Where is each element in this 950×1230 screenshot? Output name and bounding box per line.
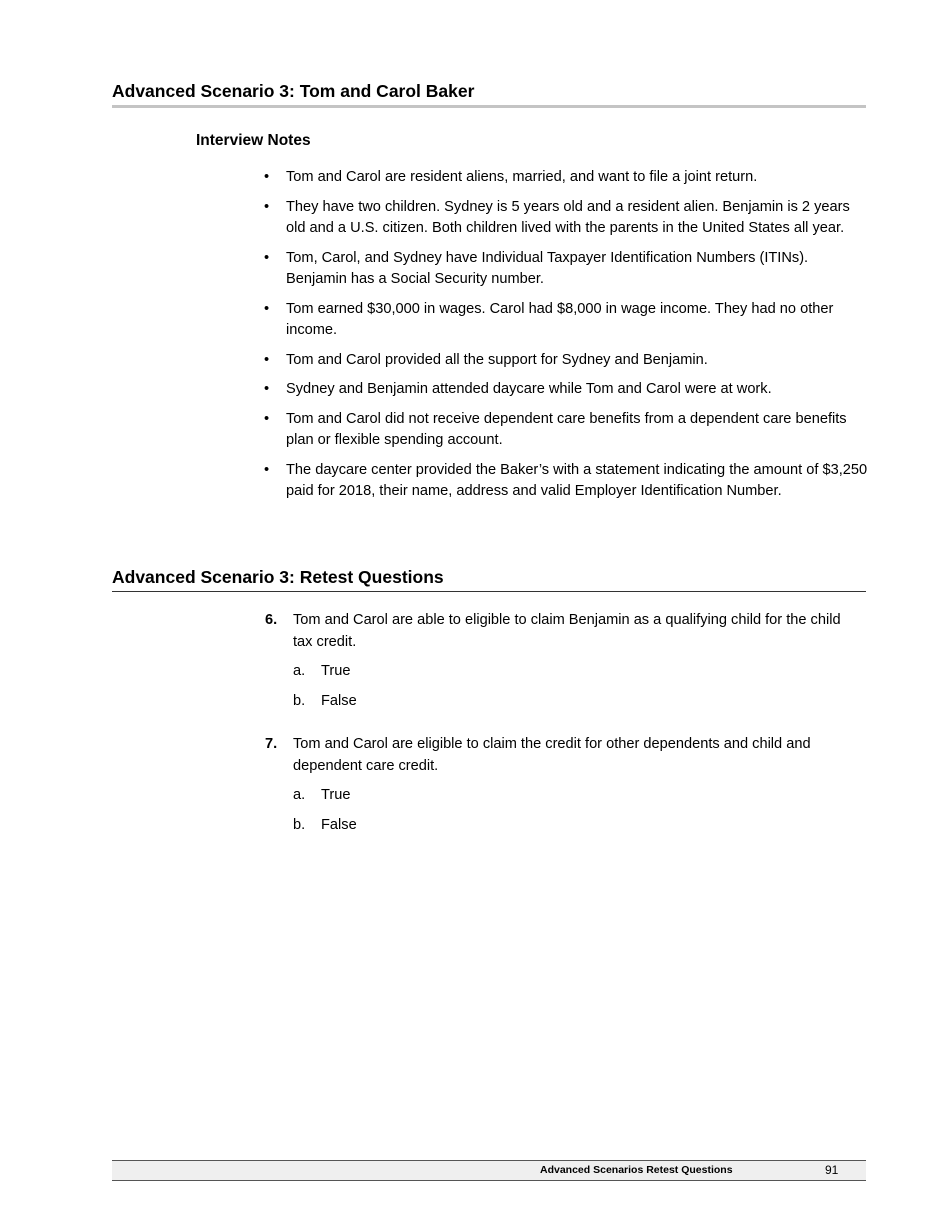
answer-option-false[interactable] <box>265 691 855 713</box>
option-letter: a. <box>293 663 306 679</box>
bullet-icon: • <box>264 410 270 427</box>
option-text: False <box>321 816 357 833</box>
note-text: Sydney and Benjamin attended daycare while Tom and Carol were at work. <box>286 381 772 397</box>
note-item <box>262 197 868 240</box>
bullet-icon: • <box>264 461 270 478</box>
option-letter: a. <box>293 787 306 803</box>
page-number: 91 <box>825 1163 839 1177</box>
retest-heading: Advanced Scenario 3: Retest Questions <box>112 567 866 592</box>
interview-notes-title: Interview Notes <box>196 132 311 149</box>
note-item <box>262 460 868 503</box>
question-7 <box>265 734 855 836</box>
note-text: Tom and Carol did not receive dependent care benefits from a dependent care benefits plan or flexible spending account. <box>286 410 847 448</box>
question-6 <box>265 610 855 712</box>
note-item <box>262 248 868 291</box>
question-row <box>265 734 855 777</box>
note-item <box>262 299 868 342</box>
bullet-icon: • <box>264 169 270 185</box>
option-letter: b. <box>293 692 306 709</box>
interview-notes-list <box>262 167 868 511</box>
question-number: 7. <box>265 736 278 752</box>
note-text: Tom, Carol, and Sydney have Individual Taxpayer Identification Numbers (ITINs). Benjamin has a Social Security number. <box>286 249 809 287</box>
question-number: 6. <box>265 612 278 628</box>
scenario-heading: Advanced Scenario 3: Tom and Carol Baker <box>112 81 866 108</box>
note-item <box>262 350 868 372</box>
bullet-icon: • <box>264 351 270 368</box>
question-text: Tom and Carol are eligible to claim the credit for other dependents and child and dependent care credit. <box>293 736 811 774</box>
page-footer <box>112 1160 866 1181</box>
bullet-icon: • <box>264 198 270 215</box>
question-row <box>265 610 855 653</box>
option-text: True <box>321 663 351 679</box>
answer-option-true[interactable] <box>265 785 855 807</box>
note-item <box>262 379 868 401</box>
note-text: Tom and Carol provided all the support for Sydney and Benjamin. <box>286 351 708 368</box>
bullet-icon: • <box>264 300 270 317</box>
note-text: Tom earned $30,000 in wages. Carol had $8,000 in wage income. They had no other income. <box>286 300 834 338</box>
note-text: They have two children. Sydney is 5 years old and a resident alien. Benjamin is 2 years old and a U.S. citizen. Both children lived with the parents in the United States all year. <box>286 198 850 236</box>
note-item <box>262 167 868 189</box>
answer-option-false[interactable] <box>265 815 855 837</box>
answer-option-true[interactable] <box>265 661 855 683</box>
footer-title: Advanced Scenarios Retest Questions <box>540 1164 733 1176</box>
bullet-icon: • <box>264 381 270 397</box>
option-letter: b. <box>293 816 306 833</box>
note-text: Tom and Carol are resident aliens, married, and want to file a joint return. <box>286 169 758 185</box>
question-text: Tom and Carol are able to eligible to claim Benjamin as a qualifying child for the child tax credit. <box>293 612 841 650</box>
note-text: The daycare center provided the Baker’s with a statement indicating the amount of $3,250 paid for 2018, their name, address and valid Employer Identification Number. <box>286 461 868 499</box>
bullet-icon: • <box>264 249 270 266</box>
note-item <box>262 409 868 452</box>
option-text: False <box>321 692 357 709</box>
option-text: True <box>321 787 351 803</box>
